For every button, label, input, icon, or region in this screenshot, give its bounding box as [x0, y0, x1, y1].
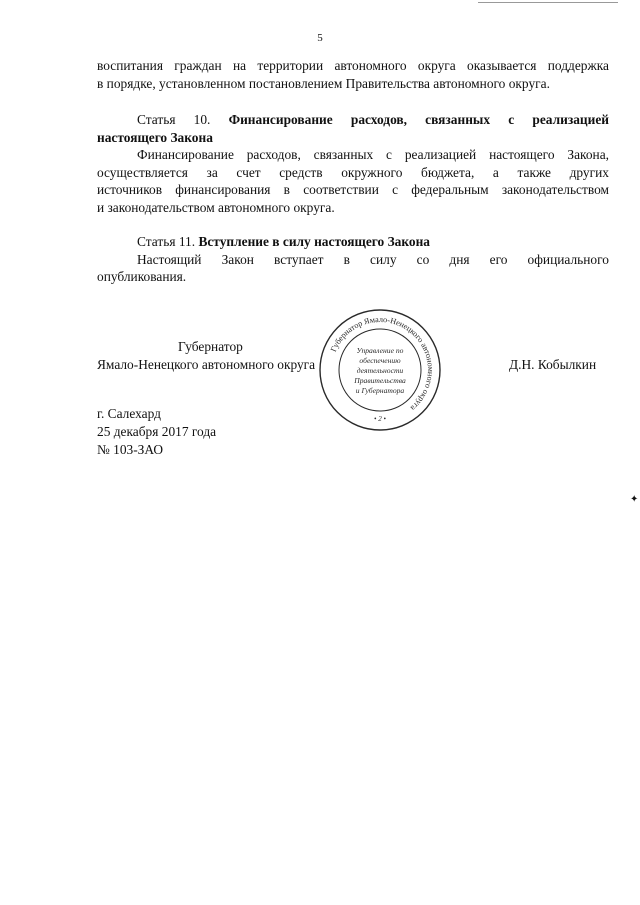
text-line: воспитания граждан на территории автономного округа оказывается поддержка: [97, 58, 609, 73]
article-10-heading: [97, 111, 609, 129]
seal-number: • 2 •: [374, 415, 386, 423]
article-10-title-cont: настоящего Закона: [97, 129, 213, 145]
text-line: и законодательством автономного округа.: [97, 199, 335, 215]
text-line: опубликования.: [97, 269, 187, 284]
article-10-prefix: Статья 10.: [137, 112, 211, 127]
text-line: Настоящий Закон вступает в силу со дня его официального: [137, 251, 609, 267]
text-line: в порядке, установленном постановлением Правительства автономного округа.: [97, 75, 550, 91]
seal-text-line: Управление по: [356, 346, 404, 355]
law-date: 25 декабря 2017 года: [97, 424, 217, 439]
law-number: № 103-ЗАО: [97, 442, 164, 457]
seal-text-line: Правительства: [354, 376, 406, 385]
text-line: осуществляется за счет средств окружного бюджета, а также других: [97, 164, 609, 180]
article-11: [97, 233, 609, 286]
scan-artifact-mark: ✦: [630, 494, 639, 505]
seal-text-line: обеспечению: [359, 356, 401, 365]
signatory-name: Д.Н. Кобылкин: [509, 357, 597, 372]
page-number: 5: [317, 32, 323, 44]
top-rule: [478, 2, 618, 3]
paragraph-support: [97, 57, 609, 92]
article-11-heading: [97, 233, 609, 251]
signatory-title: Губернатор: [178, 339, 243, 354]
text-line: источников финансирования в соответствии с федеральным законодательством: [97, 182, 609, 197]
seal-text-line: и Губернатора: [355, 386, 405, 395]
article-10: [97, 111, 609, 216]
official-seal: [318, 308, 442, 432]
text-line: Финансирование расходов, связанных с реализацией настоящего Закона,: [137, 147, 609, 162]
article-10-title: Финансирование расходов, связанных с реализацией: [228, 112, 609, 127]
seal-text-line: деятельности: [356, 366, 404, 375]
signatory-region: Ямало-Ненецкого автономного округа: [97, 357, 316, 372]
seal-ring-text: Губернатор Ямало-Ненецкого автономного округа: [328, 314, 436, 413]
city: г. Салехард: [97, 406, 161, 421]
article-11-title: Вступление в силу настоящего Закона: [198, 234, 430, 249]
article-11-prefix: Статья 11.: [137, 234, 196, 249]
